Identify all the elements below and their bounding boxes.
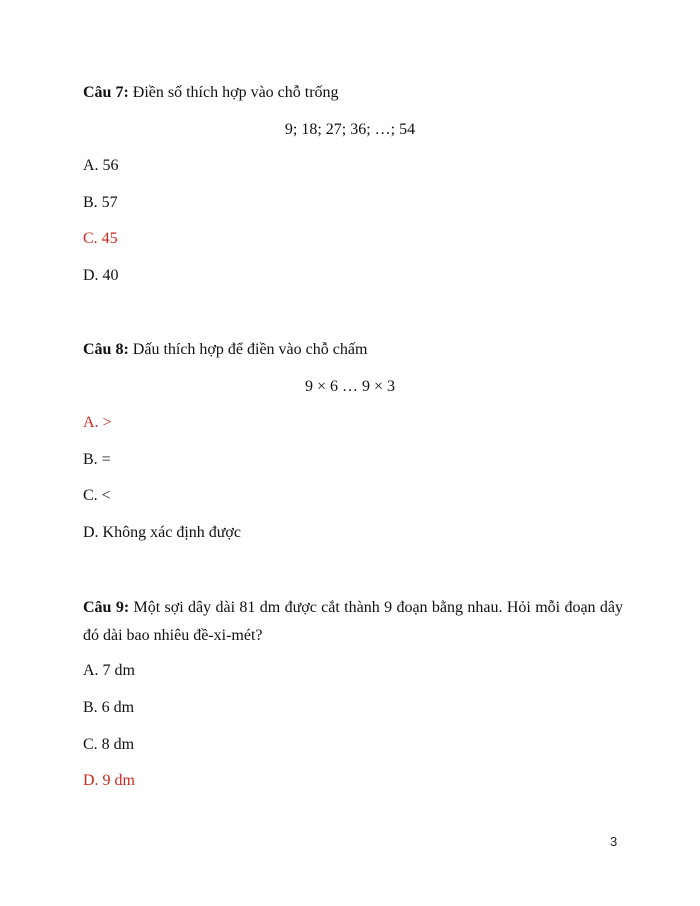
question-8-option-d: D. Không xác định được <box>83 524 241 541</box>
question-9-option-d-correct: D. 9 dm <box>83 772 135 789</box>
question-9-text: Một sợi dây dài 81 dm được cắt thành 9 đoạn bằng nhau. Hỏi mỗi đoạn dây đó dài bao nhiêu đề-xi-mét? <box>83 599 624 644</box>
question-7-option-a: A. 56 <box>83 157 119 174</box>
question-7-title <box>83 83 339 103</box>
question-7-option-b: B. 57 <box>83 194 118 211</box>
question-8-option-b: B. = <box>83 451 111 468</box>
question-7-expression: 9; 18; 27; 36; …; 54 <box>284 121 416 138</box>
question-9-label: Câu 9: <box>83 599 130 616</box>
question-8-text: Dấu thích hợp để điền vào chỗ chấm <box>128 341 368 358</box>
question-9-option-c: C. 8 dm <box>83 736 135 753</box>
page-number: 3 <box>610 834 618 849</box>
question-9-option-a: A. 7 dm <box>83 662 135 679</box>
question-7-option-c-correct: C. 45 <box>83 230 118 247</box>
question-7-label: Câu 7: <box>83 84 129 101</box>
question-7-text: Điền số thích hợp vào chỗ trống <box>128 84 339 101</box>
question-8-option-c: C. < <box>83 487 111 504</box>
question-8-title <box>83 340 367 360</box>
question-9-title <box>83 594 623 650</box>
question-9-option-b: B. 6 dm <box>83 699 135 716</box>
question-8-label: Câu 8: <box>83 341 129 358</box>
question-8-expression: 9 × 6 … 9 × 3 <box>304 378 396 395</box>
question-8-option-a-correct: A. > <box>83 414 112 431</box>
question-7-option-d: D. 40 <box>83 267 119 284</box>
